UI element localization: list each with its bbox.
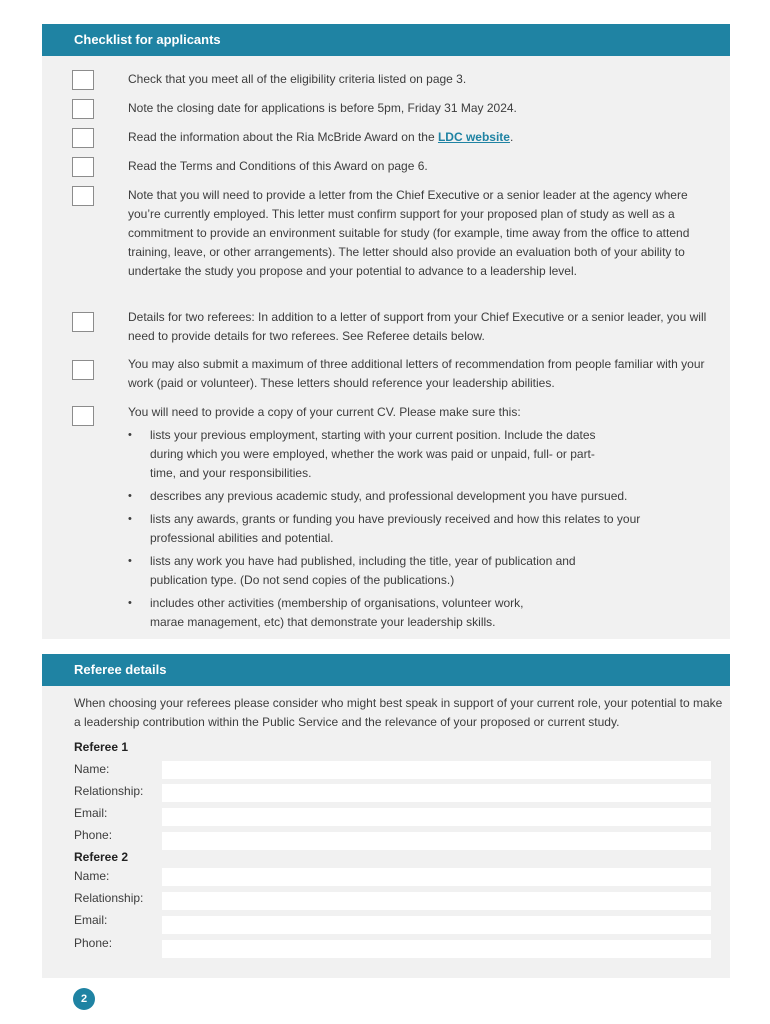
ldc-website-link[interactable]: LDC website	[437, 130, 510, 144]
referee-2-heading: Referee 2	[74, 850, 129, 864]
checklist-item-text: Note the closing date for applications is before 5pm, Friday 31 May 2024.	[128, 101, 517, 115]
checkbox-cv[interactable]	[72, 406, 94, 426]
referee-panel	[42, 654, 730, 978]
cv-bullet-list	[128, 426, 708, 632]
referee-1-relationship-input[interactable]	[162, 784, 711, 802]
checklist-title: Checklist for applicants	[42, 24, 730, 56]
checklist-item-text: You may also submit a maximum of three additional letters of recommendation from people familiar with your work (paid or volunteer). These letters should reference your leadership abilities.	[128, 357, 705, 390]
checkbox-terms[interactable]	[72, 157, 94, 177]
referee-2-name-input[interactable]	[162, 868, 711, 886]
referee-1-email-label: Email:	[74, 806, 108, 820]
checklist-item-text: Details for two referees: In addition to a letter of support from your Chief Executive or a senior leader, you will need to provide details for two referees. See Referee details below.	[128, 310, 707, 343]
checklist-item-text	[128, 403, 708, 636]
referee-1-name-input[interactable]	[162, 761, 711, 779]
referee-2-phone-input[interactable]	[162, 940, 711, 958]
checklist-panel	[42, 24, 730, 639]
referee-1-heading: Referee 1	[74, 740, 129, 754]
cv-bullet: • describes any previous academic study, and professional development you have pursued.	[128, 487, 690, 506]
referee-1-name-label: Name:	[74, 762, 110, 776]
referee-2-phone-label: Phone:	[74, 936, 113, 950]
checkbox-letter[interactable]	[72, 186, 94, 206]
referee-1-phone-label: Phone:	[74, 828, 113, 842]
referee-2-email-input[interactable]	[162, 916, 711, 934]
cv-bullet: • includes other activities (membership of organisations, volunteer work, marae management, etc) that demonstrate your leadership skills.	[128, 594, 560, 632]
referee-2-relationship-input[interactable]	[162, 892, 711, 910]
checkbox-closing-date[interactable]	[72, 99, 94, 119]
checklist-item-text: Note that you will need to provide a letter from the Chief Executive or a senior leader at the agency where you’re currently employed. This letter must confirm support for your proposed plan of study as well as a commitment to provide an environment suitable for study (for example, time away from the office to attend training, leave, or other arrangements). The letter should also provide an evaluation both of your ability to undertake the study you propose and your potential to advance to a leadership level.	[128, 188, 690, 278]
cv-intro: You will need to provide a copy of your current CV. Please make sure this:	[128, 405, 521, 419]
checklist-item-text: Read the Terms and Conditions of this Award on page 6.	[128, 159, 428, 173]
page-number-badge: 2	[73, 988, 95, 1010]
checklist-item-text	[128, 128, 708, 147]
referee-intro: When choosing your referees please consider who might best speak in support of your current role, your potential to make a leadership contribution within the Public Service and the relevance of your proposed or current study.	[74, 696, 723, 729]
referee-1-email-input[interactable]	[162, 808, 711, 826]
award-item-prefix: Read the information about the Ria McBride Award on the	[128, 130, 438, 144]
referee-2-relationship-label: Relationship:	[74, 891, 144, 905]
checkbox-award-info[interactable]	[72, 128, 94, 148]
referee-title: Referee details	[42, 654, 730, 686]
referee-2-name-label: Name:	[74, 869, 110, 883]
cv-bullet: • lists any awards, grants or funding you have previously received and how this relates to your professional abilities and potential.	[128, 510, 650, 548]
checkbox-additional-letters[interactable]	[72, 360, 94, 380]
checkbox-referees[interactable]	[72, 312, 94, 332]
cv-bullet: • lists your previous employment, starting with your current position. Include the dates during which you were employed, whether the work was paid or unpaid, full- or part-time, and your responsibilities.	[128, 426, 605, 483]
checklist-item-text: Check that you meet all of the eligibility criteria listed on page 3.	[128, 72, 467, 86]
cv-bullet: • lists any work you have had published, including the title, year of publication and publication type. (Do not send copies of the publications.)	[128, 552, 620, 590]
referee-1-phone-input[interactable]	[162, 832, 711, 850]
referee-2-email-label: Email:	[74, 913, 108, 927]
referee-1-relationship-label: Relationship:	[74, 784, 144, 798]
checkbox-eligibility[interactable]	[72, 70, 94, 90]
award-item-suffix: .	[509, 130, 514, 144]
